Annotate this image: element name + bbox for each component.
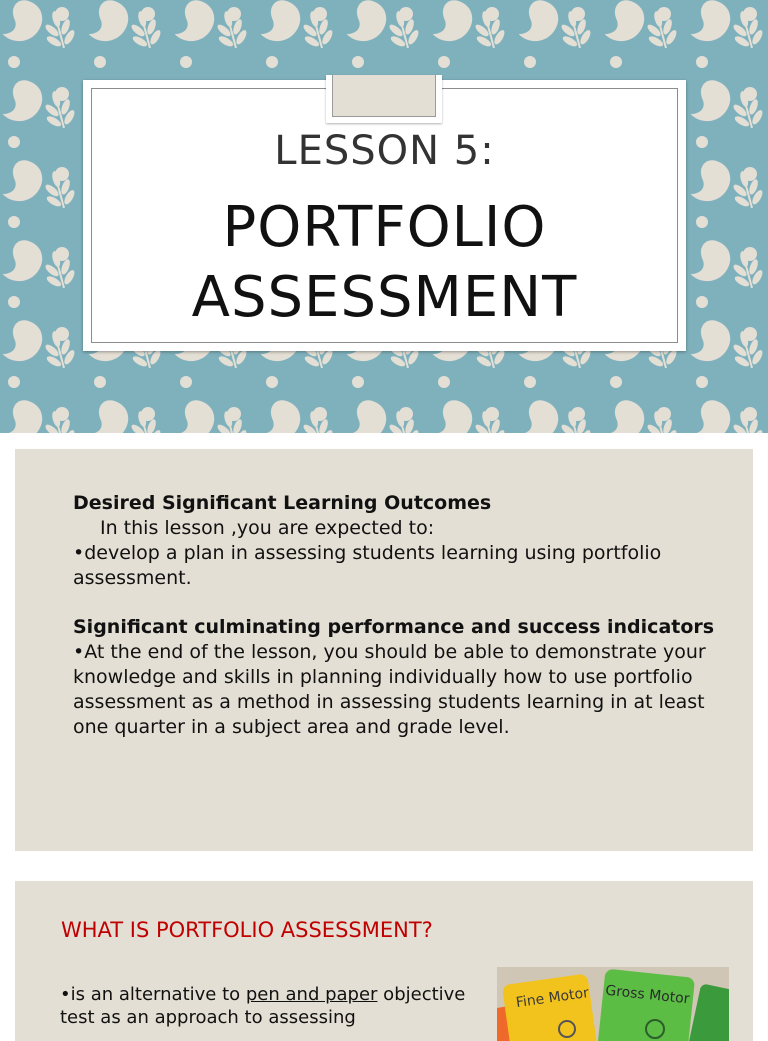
outcomes-slide	[15, 449, 753, 851]
gross-motor-label-line1: Gross Motor	[604, 982, 691, 1008]
definition-slide	[15, 881, 753, 1041]
outcomes-intro: In this lesson ,you are expected to:	[100, 517, 435, 539]
definition-underlined: pen and paper	[245, 984, 378, 1005]
lesson-title-line1: PORTFOLIO	[222, 195, 547, 260]
definition-heading: WHAT IS PORTFOLIO ASSESSMENT?	[61, 918, 433, 942]
definition-prefix: •is an alternative to	[60, 984, 246, 1005]
definition-body	[60, 983, 480, 1029]
outcomes-content	[73, 491, 723, 740]
title-card-tab-inner	[332, 75, 436, 117]
motor-skills-photo	[497, 967, 729, 1041]
indicators-bullet: •At the end of the lesson, you should be able to demonstrate your knowledge and skills in planning individually how to use portfolio assessment as a method in assessing students learning in at least one quarter in a subject area and grade level.	[73, 641, 706, 738]
title-card-tab	[326, 75, 442, 123]
fine-motor-label-line1: Fine Motor	[515, 985, 590, 1012]
lesson-title-line2: ASSESSMENT	[191, 265, 578, 330]
outcomes-heading: Desired Significant Learning Outcomes	[73, 492, 492, 514]
indicators-heading: Significant culminating performance and success indicators	[73, 616, 715, 638]
spacer	[73, 591, 723, 615]
title-slide	[0, 0, 768, 433]
outcomes-bullet: •develop a plan in assessing students learning using portfolio assessment.	[73, 542, 662, 589]
lesson-title	[83, 193, 686, 333]
lesson-number: LESSON 5:	[274, 128, 495, 174]
motor-skills-illustration	[497, 967, 729, 1041]
definition-suffix: objective test as an approach to assessing	[60, 984, 466, 1028]
